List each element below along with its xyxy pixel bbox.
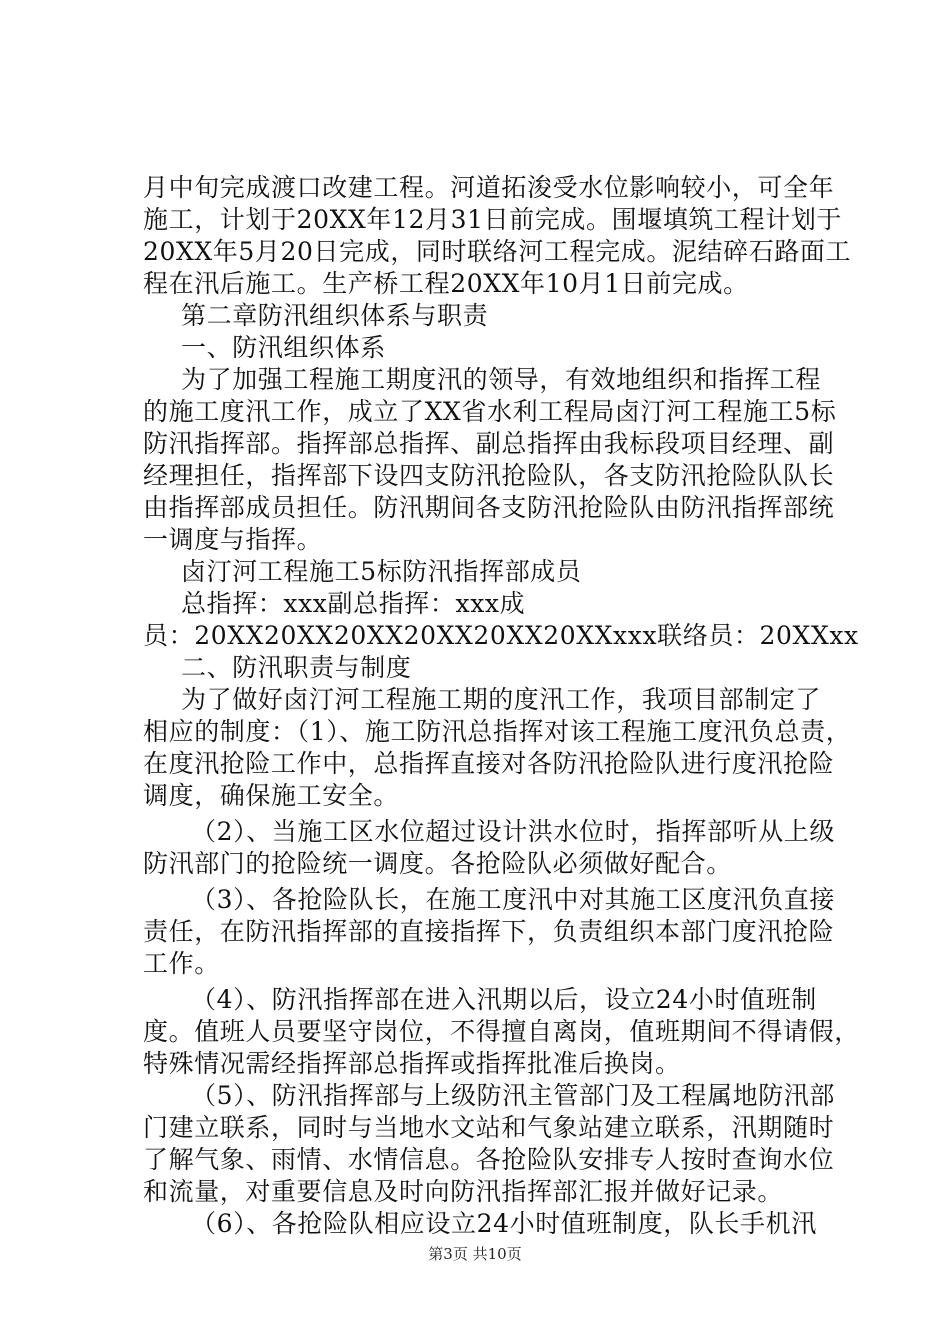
document-body	[143, 172, 860, 1240]
rule-item: （3）、各抢险队长，在施工度汛中对其施工区度汛负直接	[191, 885, 836, 914]
paragraph-line: 责任，在防汛指挥部的直接指挥下，负责组织本部门度汛抢险	[143, 917, 835, 946]
paragraph-line: 为了加强工程施工期度汛的领导，有效地组织和指挥工程	[181, 365, 822, 394]
members-line: 总指挥：xxx副总指挥：xxx成	[181, 589, 526, 618]
paragraph-line: 施工，计划于20XX年12月31日前完成。围堰填筑工程计划于	[143, 205, 843, 234]
paragraph-line: 相应的制度：（1）、施工防汛总指挥对该工程施工度汛负总责，	[143, 717, 852, 746]
members-line: 员：20XX20XX20XX20XX20XX20XXxxx联络员：20XXxx	[143, 621, 859, 650]
paragraph-line: 防汛指挥部。指挥部总指挥、副总指挥由我标段项目经理、副	[143, 429, 835, 458]
rule-item: （2）、当施工区水位超过设计洪水位时，指挥部听从上级	[191, 817, 836, 846]
rule-item: （6）、各抢险队相应设立24小时值班制度，队长手机汛	[191, 1209, 817, 1238]
paragraph-line: 的施工度汛工作，成立了XX省水利工程局卤汀河工程施工5标	[143, 397, 837, 426]
paragraph-line: 20XX年5月20日完成，同时联络河工程完成。泥结碎石路面工	[143, 237, 852, 266]
paragraph-line: 月中旬完成渡口改建工程。河道拓浚受水位影响较小，可全年	[143, 173, 835, 202]
page-footer: 第3页 共10页	[428, 1245, 522, 1263]
paragraph-line: 程在汛后施工。生产桥工程20XX年10月1日前完成。	[143, 269, 749, 298]
chapter-heading: 第二章防汛组织体系与职责	[181, 301, 489, 330]
paragraph-line: 调度，确保施工安全。	[143, 781, 400, 810]
paragraph-line: 和流量，对重要信息及时向防汛指挥部汇报并做好记录。	[143, 1177, 784, 1206]
paragraph-line: 由指挥部成员担任。防汛期间各支防汛抢险队由防汛指挥部统	[143, 493, 835, 522]
section-heading: 一、防汛组织体系	[181, 333, 386, 362]
rule-item: （4）、防汛指挥部在进入汛期以后，设立24小时值班制	[191, 985, 817, 1014]
paragraph-line: 门建立联系，同时与当地水文站和气象站建立联系，汛期随时	[143, 1113, 835, 1142]
paragraph-line: 特殊情况需经指挥部总指挥或指挥批准后换岗。	[143, 1049, 681, 1078]
members-heading: 卤汀河工程施工5标防汛指挥部成员	[181, 557, 582, 586]
paragraph-line: 工作。	[143, 949, 220, 978]
paragraph-line: 防汛部门的抢险统一调度。各抢险队必须做好配合。	[143, 849, 732, 878]
paragraph-line: 了解气象、雨情、水情信息。各抢险队安排专人按时查询水位	[143, 1145, 835, 1174]
paragraph-line: 一调度与指挥。	[143, 525, 323, 554]
section-heading: 二、防汛职责与制度	[181, 653, 412, 682]
rule-item: （5）、防汛指挥部与上级防汛主管部门及工程属地防汛部	[191, 1081, 836, 1110]
paragraph-line: 在度汛抢险工作中，总指挥直接对各防汛抢险队进行度汛抢险	[143, 749, 835, 778]
paragraph-line: 为了做好卤汀河工程施工期的度汛工作，我项目部制定了	[181, 685, 822, 714]
paragraph-line: 经理担任，指挥部下设四支防汛抢险队，各支防汛抢险队队长	[143, 461, 835, 490]
paragraph-line: 度。值班人员要坚守岗位，不得擅自离岗，值班期间不得请假，	[143, 1017, 860, 1046]
